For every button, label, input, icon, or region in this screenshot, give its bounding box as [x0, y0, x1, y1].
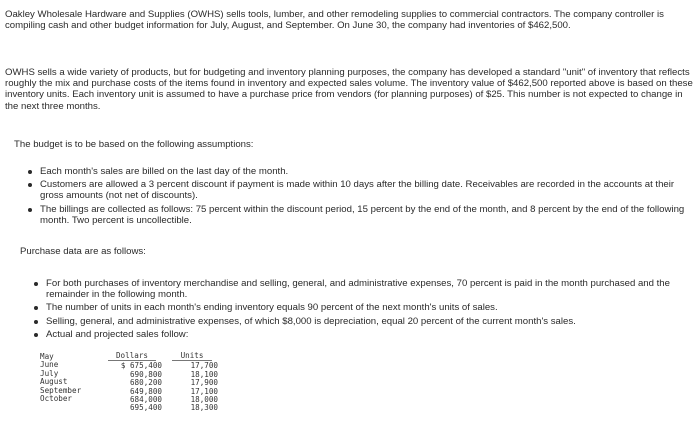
table-cell: May	[40, 352, 54, 361]
table-cell: 18,000	[190, 395, 218, 405]
table-cell: 690,800	[129, 369, 162, 379]
dollars-column	[98, 352, 162, 413]
table-cell: 649,800	[129, 386, 162, 396]
column-header: Dollars	[108, 352, 156, 361]
table-cell: 680,200	[129, 378, 162, 388]
table-cell: August	[40, 377, 68, 387]
assumptions-heading: The budget is to be based on the following assumptions:	[14, 139, 254, 150]
table-cell: 17,100	[190, 386, 218, 396]
list-item: Customers are allowed a 3 percent discount if payment is made within 10 days after the billing date. Receivables are recorded in the accounts at their gross amounts (not net of discounts).	[28, 179, 690, 201]
list-item: Actual and projected sales follow:	[34, 329, 676, 340]
purchase-data-heading: Purchase data are as follows:	[20, 246, 146, 257]
table-cell: 18,300	[190, 403, 218, 413]
units-column	[162, 352, 218, 413]
table-cell: 17,900	[190, 378, 218, 388]
table-cell: June	[40, 360, 59, 370]
column-header: Units	[172, 352, 212, 361]
inventory-unit-paragraph: OWHS sells a wide variety of products, but for budgeting and inventory planning purposes, the company has developed a standard "unit" of inventory that reflects roughly the mix and purchase costs of the items found in inventory and expected sales volume. The inventory value of $462,500 reported above is based on these inventory units. Each inventory unit is assumed to have a purchase price from vendors (for planning purposes) of $25. This number is not expected to change in the next three months.	[5, 67, 693, 112]
purchase-data-list	[34, 278, 676, 342]
assumptions-list	[28, 166, 690, 228]
list-item: For both purchases of inventory merchandise and selling, general, and administrative expenses, 70 percent is paid in the month purchased and the remainder in the following month.	[34, 278, 676, 300]
table-cell: July	[40, 368, 59, 378]
table-cell: September	[40, 385, 82, 395]
month-column	[40, 352, 98, 413]
list-item: Each month's sales are billed on the last day of the month.	[28, 166, 690, 177]
table-cell: $ 675,400	[120, 361, 162, 371]
table-cell: 684,000	[129, 395, 162, 405]
intro-paragraph: Oakley Wholesale Hardware and Supplies (OWHS) sells tools, lumber, and other remodeling supplies to commercial contractors. The company controller is compiling cash and other budget information for July, August, and September. On June 30, the company had inventories of $462,500.	[5, 9, 664, 32]
table-cell: October	[40, 394, 73, 404]
table-cell: 18,100	[190, 369, 218, 379]
table-cell: 17,700	[190, 361, 218, 371]
list-item: The number of units in each month's ending inventory equals 90 percent of the next month's units of sales.	[34, 302, 676, 313]
list-item: Selling, general, and administrative expenses, of which $8,000 is depreciation, equal 20 percent of the current month's sales.	[34, 316, 676, 327]
sales-table	[40, 352, 218, 413]
list-item: The billings are collected as follows: 75 percent within the discount period, 15 percent by the end of the month, and 8 percent by the end of the following month. Two percent is uncollectible.	[28, 204, 690, 226]
table-cell: 695,400	[129, 403, 162, 413]
